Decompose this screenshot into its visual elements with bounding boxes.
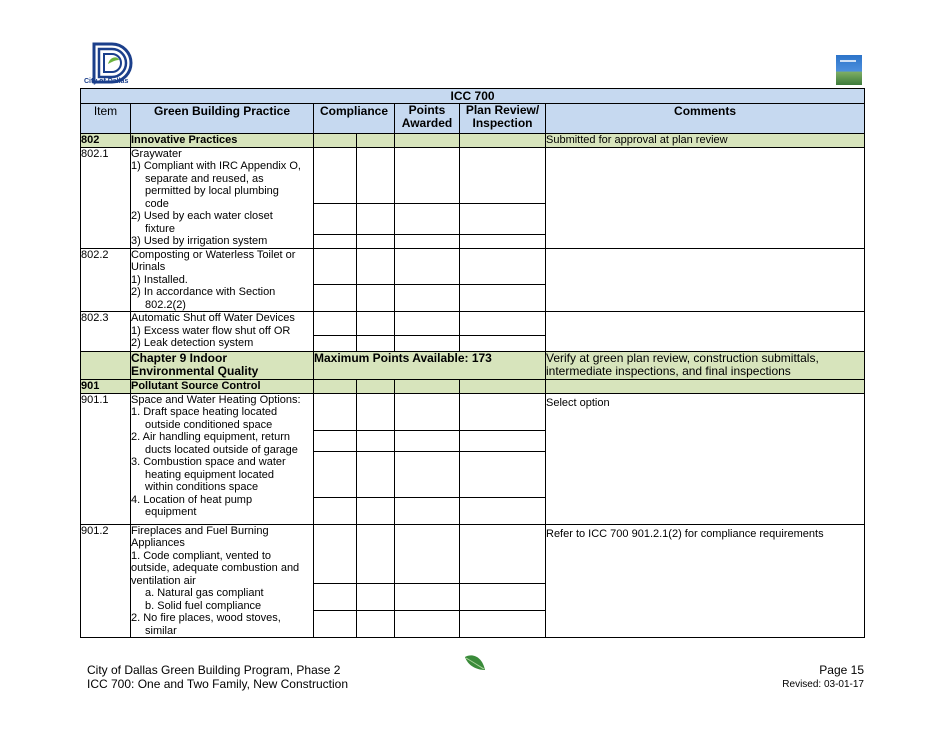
- practice-text: Space and Water Heating Options: 1. Draft space heating located outside conditioned space 2. Air handling equipment, return ducts located outside of garage 3. Combustion space and water heating equipment located within conditions space 4. Location of heat pump equipment: [131, 393, 314, 524]
- logo-caption: City of Dallas: [84, 78, 129, 85]
- comment-cell[interactable]: Refer to ICC 700 901.2.1(2) for compliance requirements: [546, 524, 865, 638]
- compliance-cell[interactable]: [314, 147, 357, 248]
- col-practice: Green Building Practice: [131, 104, 314, 134]
- compliance-cell-2[interactable]: [357, 524, 395, 638]
- comment-cell[interactable]: [546, 248, 865, 312]
- chapter-title: Chapter 9 Indoor Environmental Quality: [131, 352, 314, 380]
- section-title: Innovative Practices: [131, 134, 314, 148]
- col-compliance: Compliance: [314, 104, 395, 134]
- plan-review-cell[interactable]: [460, 524, 546, 638]
- comment-cell[interactable]: [546, 312, 865, 352]
- item-number: 901.1: [81, 393, 131, 524]
- revised-date: Revised: 03-01-17: [782, 679, 864, 690]
- comment-cell[interactable]: [546, 147, 865, 248]
- practice-text: Composting or Waterless Toilet or Urinals 1) Installed. 2) In accordance with Section 802.2(2): [131, 248, 314, 312]
- chapter-comment: Verify at green plan review, construction submittals, intermediate inspections, and final inspections: [546, 352, 865, 380]
- compliance-cell[interactable]: [314, 524, 357, 638]
- section-item: 901: [81, 380, 131, 394]
- compliance-cell-2[interactable]: [357, 393, 395, 524]
- col-plan-review: Plan Review/ Inspection: [460, 104, 546, 134]
- compliance-cell[interactable]: [314, 393, 357, 524]
- points-cell[interactable]: [395, 248, 460, 312]
- compliance-cell[interactable]: [314, 312, 357, 352]
- plan-review-cell[interactable]: [460, 248, 546, 312]
- item-number: 802.3: [81, 312, 131, 352]
- compliance-cell-2[interactable]: [357, 248, 395, 312]
- item-number: 802.1: [81, 147, 131, 248]
- table-title: ICC 700: [81, 89, 865, 104]
- item-number: 901.2: [81, 524, 131, 638]
- compliance-cell-2[interactable]: [357, 147, 395, 248]
- points-cell[interactable]: [395, 312, 460, 352]
- plan-review-cell[interactable]: [460, 393, 546, 524]
- icc700-table: [80, 88, 865, 638]
- page-number: Page 15: [819, 663, 864, 677]
- section-comment: [546, 380, 865, 394]
- item-number: 802.2: [81, 248, 131, 312]
- col-points: Points Awarded: [395, 104, 460, 134]
- practice-text: Graywater 1) Compliant with IRC Appendix O, separate and reused, as permitted by local plumbing code 2) Used by each water closet fixture 3) Used by irrigation system: [131, 147, 314, 248]
- plan-review-cell[interactable]: [460, 147, 546, 248]
- col-item: Item: [81, 104, 131, 134]
- col-comments: Comments: [546, 104, 865, 134]
- comment-cell[interactable]: Select option: [546, 393, 865, 524]
- green-building-badge-icon: [836, 55, 862, 85]
- plan-review-cell[interactable]: [460, 312, 546, 352]
- points-cell[interactable]: [395, 147, 460, 248]
- section-title: Pollutant Source Control: [131, 380, 314, 394]
- footer-left: City of Dallas Green Building Program, Phase 2 ICC 700: One and Two Family, New Construction: [87, 663, 348, 691]
- section-comment: Submitted for approval at plan review: [546, 134, 865, 148]
- leaf-icon: [464, 654, 486, 672]
- max-points: Maximum Points Available: 173: [314, 352, 546, 380]
- points-cell[interactable]: [395, 524, 460, 638]
- compliance-cell[interactable]: [314, 248, 357, 312]
- practice-text: Automatic Shut off Water Devices 1) Excess water flow shut off OR 2) Leak detection system: [131, 312, 314, 352]
- compliance-cell-2[interactable]: [357, 312, 395, 352]
- points-cell[interactable]: [395, 393, 460, 524]
- practice-text: Fireplaces and Fuel Burning Appliances 1. Code compliant, vented to outside, adequate combustion and ventilation air a. Natural gas compliant b. Solid fuel compliance 2. No fire places, wood stoves, similar: [131, 524, 314, 638]
- section-item: 802: [81, 134, 131, 148]
